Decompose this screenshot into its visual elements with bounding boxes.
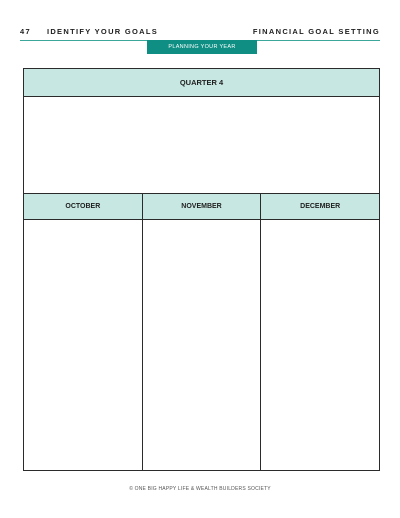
page-footer: [0, 486, 400, 492]
month-heading: [143, 194, 261, 220]
month-notes-area[interactable]: [24, 220, 142, 470]
month-label: NOVEMBER: [181, 203, 222, 210]
quarter-planner: [23, 68, 380, 471]
header-left: [20, 27, 158, 36]
month-columns: [24, 194, 379, 470]
copyright-text: © ONE BIG HAPPY LIFE & WEALTH BUILDERS SOCIETY: [129, 486, 271, 492]
book-title: FINANCIAL GOAL SETTING: [252, 26, 380, 36]
section-banner: [147, 40, 257, 54]
month-column-october: [24, 194, 143, 470]
quarter-heading: [24, 69, 379, 97]
month-column-november: [143, 194, 262, 470]
quarter-title: QUARTER 4: [179, 78, 224, 87]
month-notes-area[interactable]: [261, 220, 379, 470]
month-notes-area[interactable]: [143, 220, 261, 470]
month-heading: [261, 194, 379, 220]
page-number: 47: [20, 26, 31, 36]
month-label: DECEMBER: [300, 203, 341, 210]
month-label: OCTOBER: [65, 203, 101, 210]
section-title: IDENTIFY YOUR GOALS: [46, 26, 159, 36]
quarter-notes-area[interactable]: [24, 97, 379, 194]
page-header: [20, 24, 380, 38]
banner-label: PLANNING YOUR YEAR: [168, 44, 236, 50]
month-heading: [24, 194, 142, 220]
month-column-december: [261, 194, 379, 470]
